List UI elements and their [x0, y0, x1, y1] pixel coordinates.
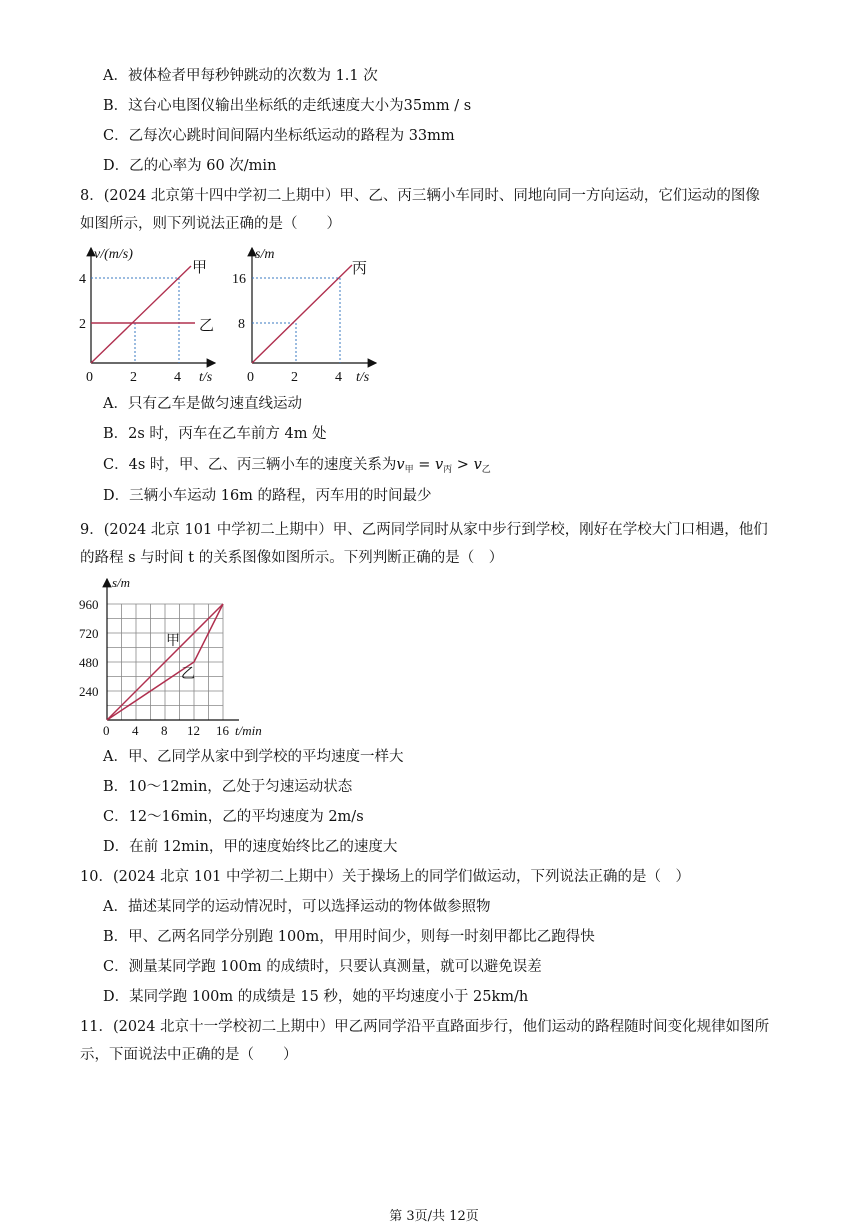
vt-series-yi-label: 乙: [199, 318, 215, 334]
vt-ylabel: v/(m/s): [94, 247, 133, 262]
q8-vt-chart: [75, 240, 235, 390]
vt-xtick-4: 4: [174, 370, 181, 385]
q9-ytick-label: 720: [79, 626, 99, 641]
q8-formula-v3: v: [473, 457, 482, 473]
q7-option-d: D．乙的心率为 60 次/min: [103, 158, 277, 174]
q8-formula-op1: =: [413, 457, 435, 473]
q10-option-d: D．某同学跑 100m 的成绩是 15 秒，她的平均速度小于 25km/h: [103, 989, 529, 1005]
page-footer: 第 3页/共 12页: [389, 1209, 479, 1224]
q9-chart: [75, 575, 275, 740]
q10-option-b: B．甲、乙两名同学分别跑 100m，甲用时间少，则每一时刻甲都比乙跑得快: [103, 929, 595, 945]
q9-option-b: B．10～12min，乙处于匀速运动状态: [103, 779, 353, 795]
vt-xlabel: t/s: [199, 370, 213, 385]
vt-ytick-2: 2: [79, 317, 86, 332]
q8-option-a: A．只有乙车是做匀速直线运动: [103, 396, 302, 412]
q8-formula-v2: v: [434, 457, 444, 473]
q10-option-a: A．描述某同学的运动情况时，可以选择运动的物体做参照物: [103, 899, 491, 915]
q9-ytick-label: 240: [79, 684, 99, 699]
q8-stem-line2: 如图所示，则下列说法正确的是（ ）: [80, 216, 341, 232]
vt-origin: 0: [86, 370, 93, 385]
q11-stem-line2: 示，下面说法中正确的是（ ）: [80, 1047, 298, 1063]
q9-option-a: A．甲、乙同学从家中到学校的平均速度一样大: [103, 749, 404, 765]
st-xtick-4: 4: [335, 370, 342, 385]
q8-formula-v1: v: [396, 457, 405, 473]
q9-ytick-label: 480: [79, 655, 99, 670]
q9-xlabel: t/min: [235, 723, 262, 738]
st-ylabel: s/m: [255, 247, 275, 262]
q9-series-yi-label: 乙: [181, 667, 195, 682]
q9-option-d: D．在前 12min，甲的速度始终比乙的速度大: [103, 839, 398, 855]
st-ytick-8: 8: [238, 317, 245, 332]
q9-ytick-label: 960: [79, 597, 99, 612]
q9-option-c: C．12～16min，乙的平均速度为 2m/s: [103, 809, 364, 825]
q9-xtick-label: 8: [161, 723, 168, 738]
vt-series-jia-label: 甲: [192, 260, 208, 276]
st-xlabel: t/s: [356, 370, 370, 385]
st-series-bing-line: [252, 265, 352, 363]
vt-xtick-2: 2: [130, 370, 137, 385]
q9-xtick-label: 4: [132, 723, 139, 738]
q8-option-b: B．2s 时，丙车在乙车前方 4m 处: [103, 426, 327, 442]
q8-stem-line1: 8．(2024 北京第十四中学初二上期中）甲、乙、丙三辆小车同时、同地向同一方向运动，它们运动的图像: [80, 188, 760, 204]
st-xtick-2: 2: [291, 370, 298, 385]
st-series-bing-label: 丙: [352, 261, 368, 277]
q8-formula-sub1: 甲: [404, 465, 414, 475]
q8-option-d: D．三辆小车运动 16m 的路程，丙车用的时间最少: [103, 488, 432, 504]
q10-option-c: C．测量某同学跑 100m 的成绩时，只要认真测量，就可以避免误差: [103, 959, 542, 975]
q8-option-c-text: C．4s 时，甲、乙、丙三辆小车的速度关系为: [103, 457, 397, 473]
q7-option-c: C．乙每次心跳时间间隔内坐标纸运动的路程为 33mm: [103, 128, 455, 144]
q9-stem-line1: 9．(2024 北京 101 中学初二上期中）甲、乙两同学同时从家中步行到学校，刚好在学校大门口相遇，他们: [80, 522, 768, 538]
q9-ylabel: s/m: [112, 575, 131, 590]
q7-option-a: A．被体检者甲每秒钟跳动的次数为 1.1 次: [103, 68, 378, 84]
q8-formula-op2: >: [452, 457, 474, 473]
st-origin: 0: [247, 370, 254, 385]
q8-formula-sub2: 丙: [443, 465, 453, 475]
q8-st-chart: [230, 240, 390, 390]
q7-option-b: B．这台心电图仪输出坐标纸的走纸速度大小为35mm / s: [103, 98, 472, 114]
vt-series-jia-line: [91, 266, 191, 363]
q9-xtick-label: 12: [187, 723, 200, 738]
q9-xtick-label: 16: [216, 723, 229, 738]
q9-series-jia-label: 甲: [166, 634, 180, 649]
q8-option-c: [103, 455, 491, 480]
q9-xtick-label: 0: [103, 723, 110, 738]
q11-stem-line1: 11．(2024 北京十一学校初二上期中）甲乙两同学沿平直路面步行，他们运动的路程随时间变化规律如图所: [80, 1019, 770, 1035]
vt-ytick-4: 4: [79, 272, 86, 287]
q9-stem-line2: 的路程 s 与时间 t 的关系图像如图所示。下列判断正确的是（ ）: [80, 550, 504, 566]
q10-stem: 10．(2024 北京 101 中学初二上期中）关于操场上的同学们做运动，下列说法正确的是（ ）: [80, 869, 691, 885]
q8-formula-sub3: 乙: [481, 465, 491, 475]
st-ytick-16: 16: [232, 272, 246, 287]
